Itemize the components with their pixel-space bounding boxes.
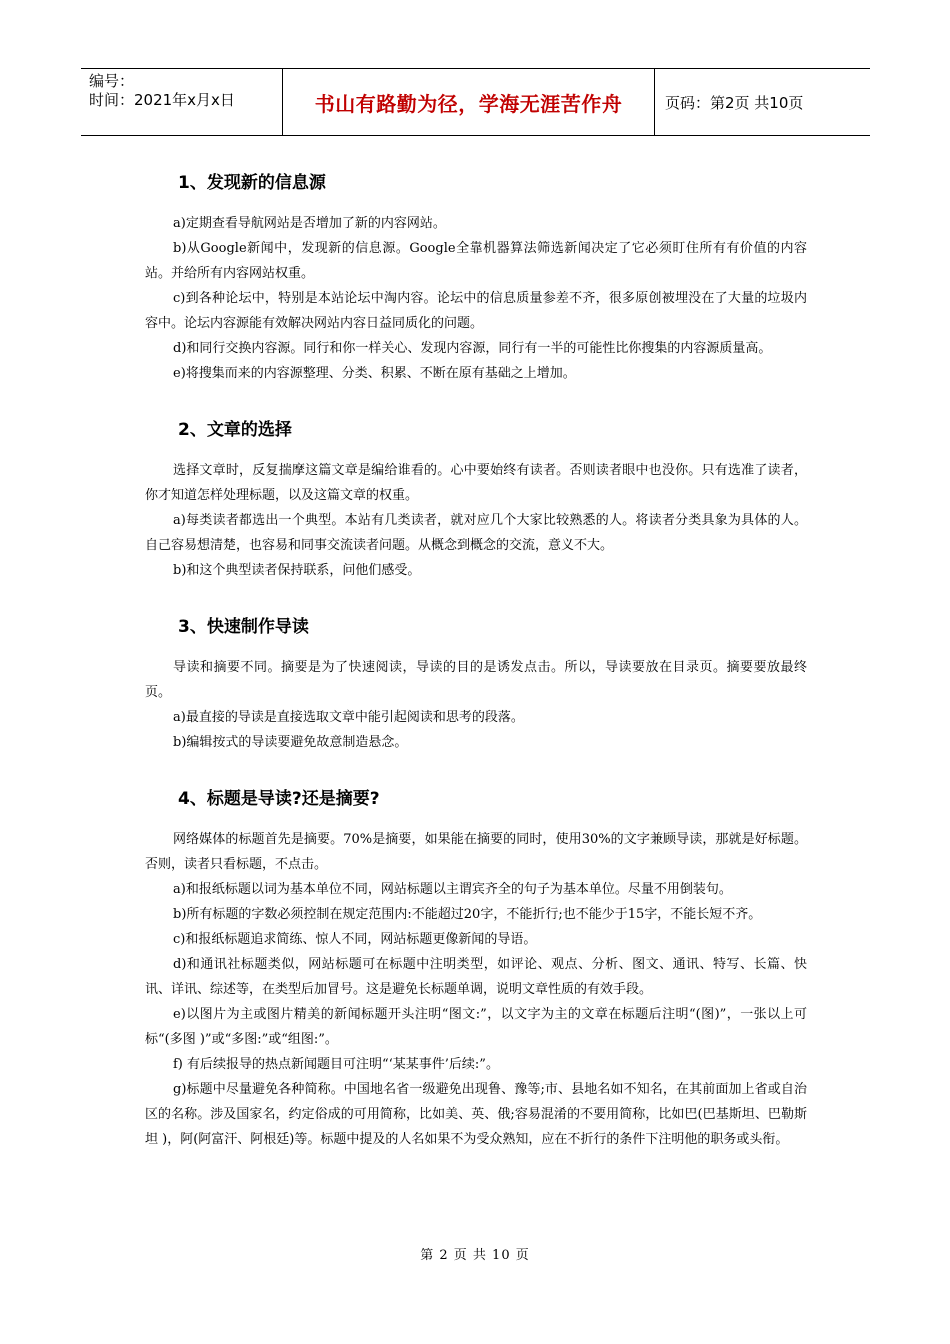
section-title: 2、文章的选择 xyxy=(178,420,292,440)
paragraph: f) 有后续报导的热点新闻题目可注明“‘某某事件’后续:”。 xyxy=(173,1057,499,1072)
paragraph: d)和通讯社标题类似，网站标题可在标题中注明类型，如评论、观点、分析、图文、通讯、特写、长篇、快讯、详讯、综述等，在类型后加冒号。这是避免长标题单调，说明文章性质的有效手段。 xyxy=(145,957,807,997)
document-body xyxy=(145,168,807,1181)
paragraph: d)和同行交换内容源。同行和你一样关心、发现内容源，同行有一半的可能性比你搜集的内容源质量高。 xyxy=(173,341,772,356)
paragraph: a)定期查看导航网站是否增加了新的内容网站。 xyxy=(173,216,446,231)
paragraph: b)编辑按式的导读要避免故意制造悬念。 xyxy=(173,735,408,750)
paragraph: e)将搜集而来的内容源整理、分类、积累、不断在原有基础之上增加。 xyxy=(173,366,576,381)
paragraph: a)和报纸标题以词为基本单位不同，网站标题以主谓宾齐全的句子为基本单位。尽量不用倒装句。 xyxy=(173,882,732,897)
number-label: 编号： xyxy=(89,72,135,90)
paragraph: b)从Google新闻中，发现新的信息源。Google全靠机器算法筛选新闻决定了它必须盯住所有有价值的内容站。并给所有内容网站权重。 xyxy=(145,241,807,281)
paragraph: c)到各种论坛中，特别是本站论坛中淘内容。论坛中的信息质量参差不齐，很多原创被埋没在了大量的垃圾内容中。论坛内容源能有效解决网站内容日益同质化的问题。 xyxy=(145,291,807,331)
paragraph: 导读和摘要不同。摘要是为了快速阅读，导读的目的是诱发点击。所以，导读要放在目录页。摘要要放最终页。 xyxy=(145,660,807,700)
paragraph: a)每类读者都选出一个典型。本站有几类读者，就对应几个大家比较熟悉的人。将读者分类具象为具体的人。自己容易想清楚，也容易和同事交流读者问题。从概念到概念的交流，意义不大。 xyxy=(145,513,807,553)
page-footer: 第 2 页 共 10 页 xyxy=(420,1248,530,1263)
paragraph: b)所有标题的字数必须控制在规定范围内:不能超过20字，不能折行;也不能少于15字，不能长短不齐。 xyxy=(173,907,762,922)
section-2 xyxy=(145,415,807,583)
header-page-info: 页码：第2页 共10页 xyxy=(665,93,804,112)
header-meta xyxy=(81,69,283,135)
section-title: 4、标题是导读?还是摘要? xyxy=(178,789,380,809)
paragraph: b)和这个典型读者保持联系，问他们感受。 xyxy=(173,563,421,578)
paragraph: 网络媒体的标题首先是摘要。70%是摘要，如果能在摘要的同时，使用30%的文字兼顾导读，那就是好标题。否则，读者只看标题，不点击。 xyxy=(145,832,807,872)
section-title: 1、发现新的信息源 xyxy=(178,173,326,193)
paragraph: g)标题中尽量避免各种简称。中国地名省一级避免出现鲁、豫等;市、县地名如不知名，在其前面加上省或自治区的名称。涉及国家名，约定俗成的可用简称，比如美、英、俄;容易混淆的不要用简称，比如巴(巴基斯坦、巴勒斯坦 )，阿(阿富汗、阿根廷)等。标题中提及的人名如果不为受众熟知，应在不折行的条件下注明他的职务或头衔。 xyxy=(145,1082,807,1147)
section-4 xyxy=(145,784,807,1152)
section-title: 3、快速制作导读 xyxy=(178,617,309,637)
section-1 xyxy=(145,168,807,386)
header-motto: 书山有路勤为径，学海无涯苦作舟 xyxy=(283,69,655,135)
page-header xyxy=(81,68,870,136)
paragraph: e)以图片为主或图片精美的新闻标题开头注明“图文:”，以文字为主的文章在标题后注明“(图)”，一张以上可标“(多图 )”或“多图:”或“组图:”。 xyxy=(145,1007,807,1047)
paragraph: a)最直接的导读是直接选取文章中能引起阅读和思考的段落。 xyxy=(173,710,524,725)
time-label: 时间：2021年x月x日 xyxy=(89,91,235,109)
section-3 xyxy=(145,612,807,755)
paragraph: c)和报纸标题追求简练、惊人不同，网站标题更像新闻的导语。 xyxy=(173,932,537,947)
paragraph: 选择文章时，反复揣摩这篇文章是编给谁看的。心中要始终有读者。否则读者眼中也没你。只有选准了读者，你才知道怎样处理标题，以及这篇文章的权重。 xyxy=(145,463,807,503)
